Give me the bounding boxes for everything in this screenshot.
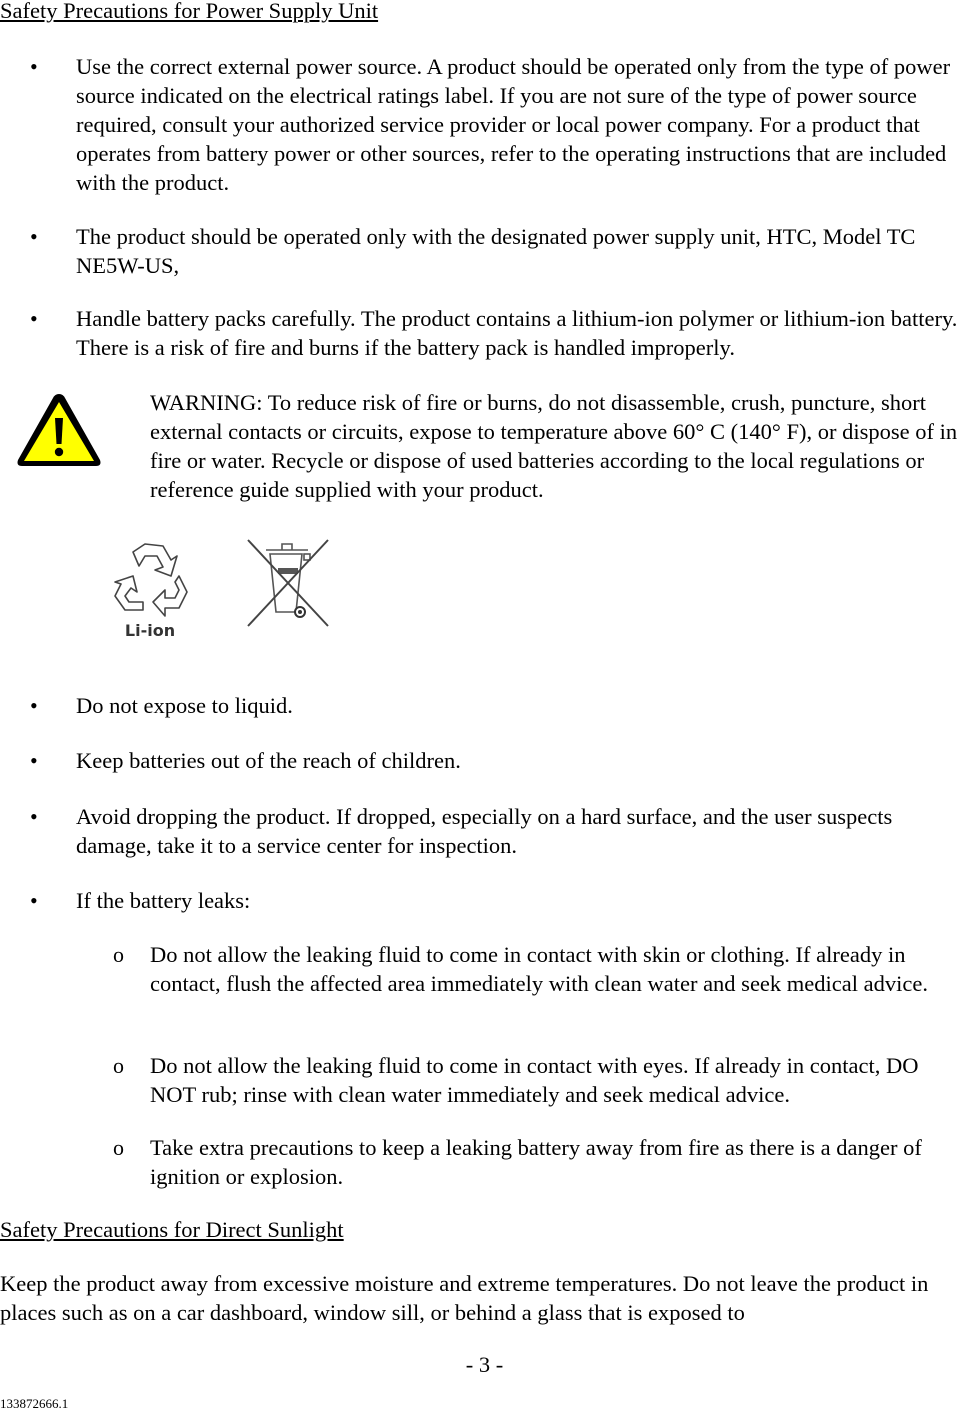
- sub-bullet-marker: o: [113, 942, 124, 967]
- bullet-marker: •: [30, 54, 38, 79]
- bullet-battery-leaks: If the battery leaks:: [76, 888, 251, 913]
- bullet-liquid: Do not expose to liquid.: [76, 693, 293, 718]
- bullet-marker: •: [30, 804, 38, 829]
- crossed-bin-icon: [240, 536, 332, 632]
- bullet-dropping: Avoid dropping the product. If dropped, especially on a hard surface, and the user suspects damage, take it to a service center for inspection.: [76, 804, 893, 858]
- bullet-marker: •: [30, 224, 38, 249]
- bullet-marker: •: [30, 748, 38, 773]
- bullet-handle-battery: Handle battery packs carefully. The product contains a lithium-ion polymer or lithium-ion battery. There is a risk of fire and burns if the battery pack is handled improperly.: [76, 306, 958, 360]
- sub-bullet-fire: Take extra precautions to keep a leaking battery away from fire as there is a danger of ignition or explosion.: [150, 1135, 922, 1189]
- sunlight-paragraph: Keep the product away from excessive moisture and extreme temperatures. Do not leave the product in places such as on a car dashboard, window sill, or behind a glass that is exposed to: [0, 1271, 929, 1325]
- document-id: 133872666.1: [0, 1396, 69, 1411]
- sub-bullet-marker: o: [113, 1053, 124, 1078]
- bullet-power-supply-unit: The product should be operated only with the designated power supply unit, HTC, Model TC NE5W-US,: [76, 224, 916, 278]
- recycle-label: Li-ion: [124, 621, 176, 640]
- sub-bullet-marker: o: [113, 1135, 124, 1160]
- warning-text: WARNING: To reduce risk of fire or burns, do not disassemble, crush, puncture, short external contacts or circuits, expose to temperature above 60° C (140° F), or dispose of in fire or water. Recycle or dispose of used batteries according to the local regulations or reference guide supplied with your product.: [150, 390, 958, 502]
- recycle-li-ion-icon: [105, 540, 195, 642]
- sub-bullet-skin: Do not allow the leaking fluid to come in contact with skin or clothing. If already in contact, flush the affected area immediately with clean water and seek medical advice.: [150, 942, 928, 996]
- sub-bullet-eyes: Do not allow the leaking fluid to come in contact with eyes. If already in contact, DO NOT rub; rinse with clean water immediately and seek medical advice.: [150, 1053, 919, 1107]
- heading-power-supply: Safety Precautions for Power Supply Unit: [0, 0, 379, 23]
- bullet-marker: •: [30, 888, 38, 913]
- page-number: - 3 -: [465, 1352, 504, 1377]
- heading-direct-sunlight: Safety Precautions for Direct Sunlight: [0, 1217, 344, 1242]
- bullet-marker: •: [30, 306, 38, 331]
- bullet-marker: •: [30, 693, 38, 718]
- warning-icon: [14, 390, 104, 470]
- bullet-power-source: Use the correct external power source. A product should be operated only from the type of power source indicated on the electrical ratings label. If you are not sure of the type of power source required, consult your authorized service provider or local power company. For a product that operates from battery power or other sources, refer to the operating instructions that are included with the product.: [76, 54, 951, 195]
- bullet-children: Keep batteries out of the reach of children.: [76, 748, 461, 773]
